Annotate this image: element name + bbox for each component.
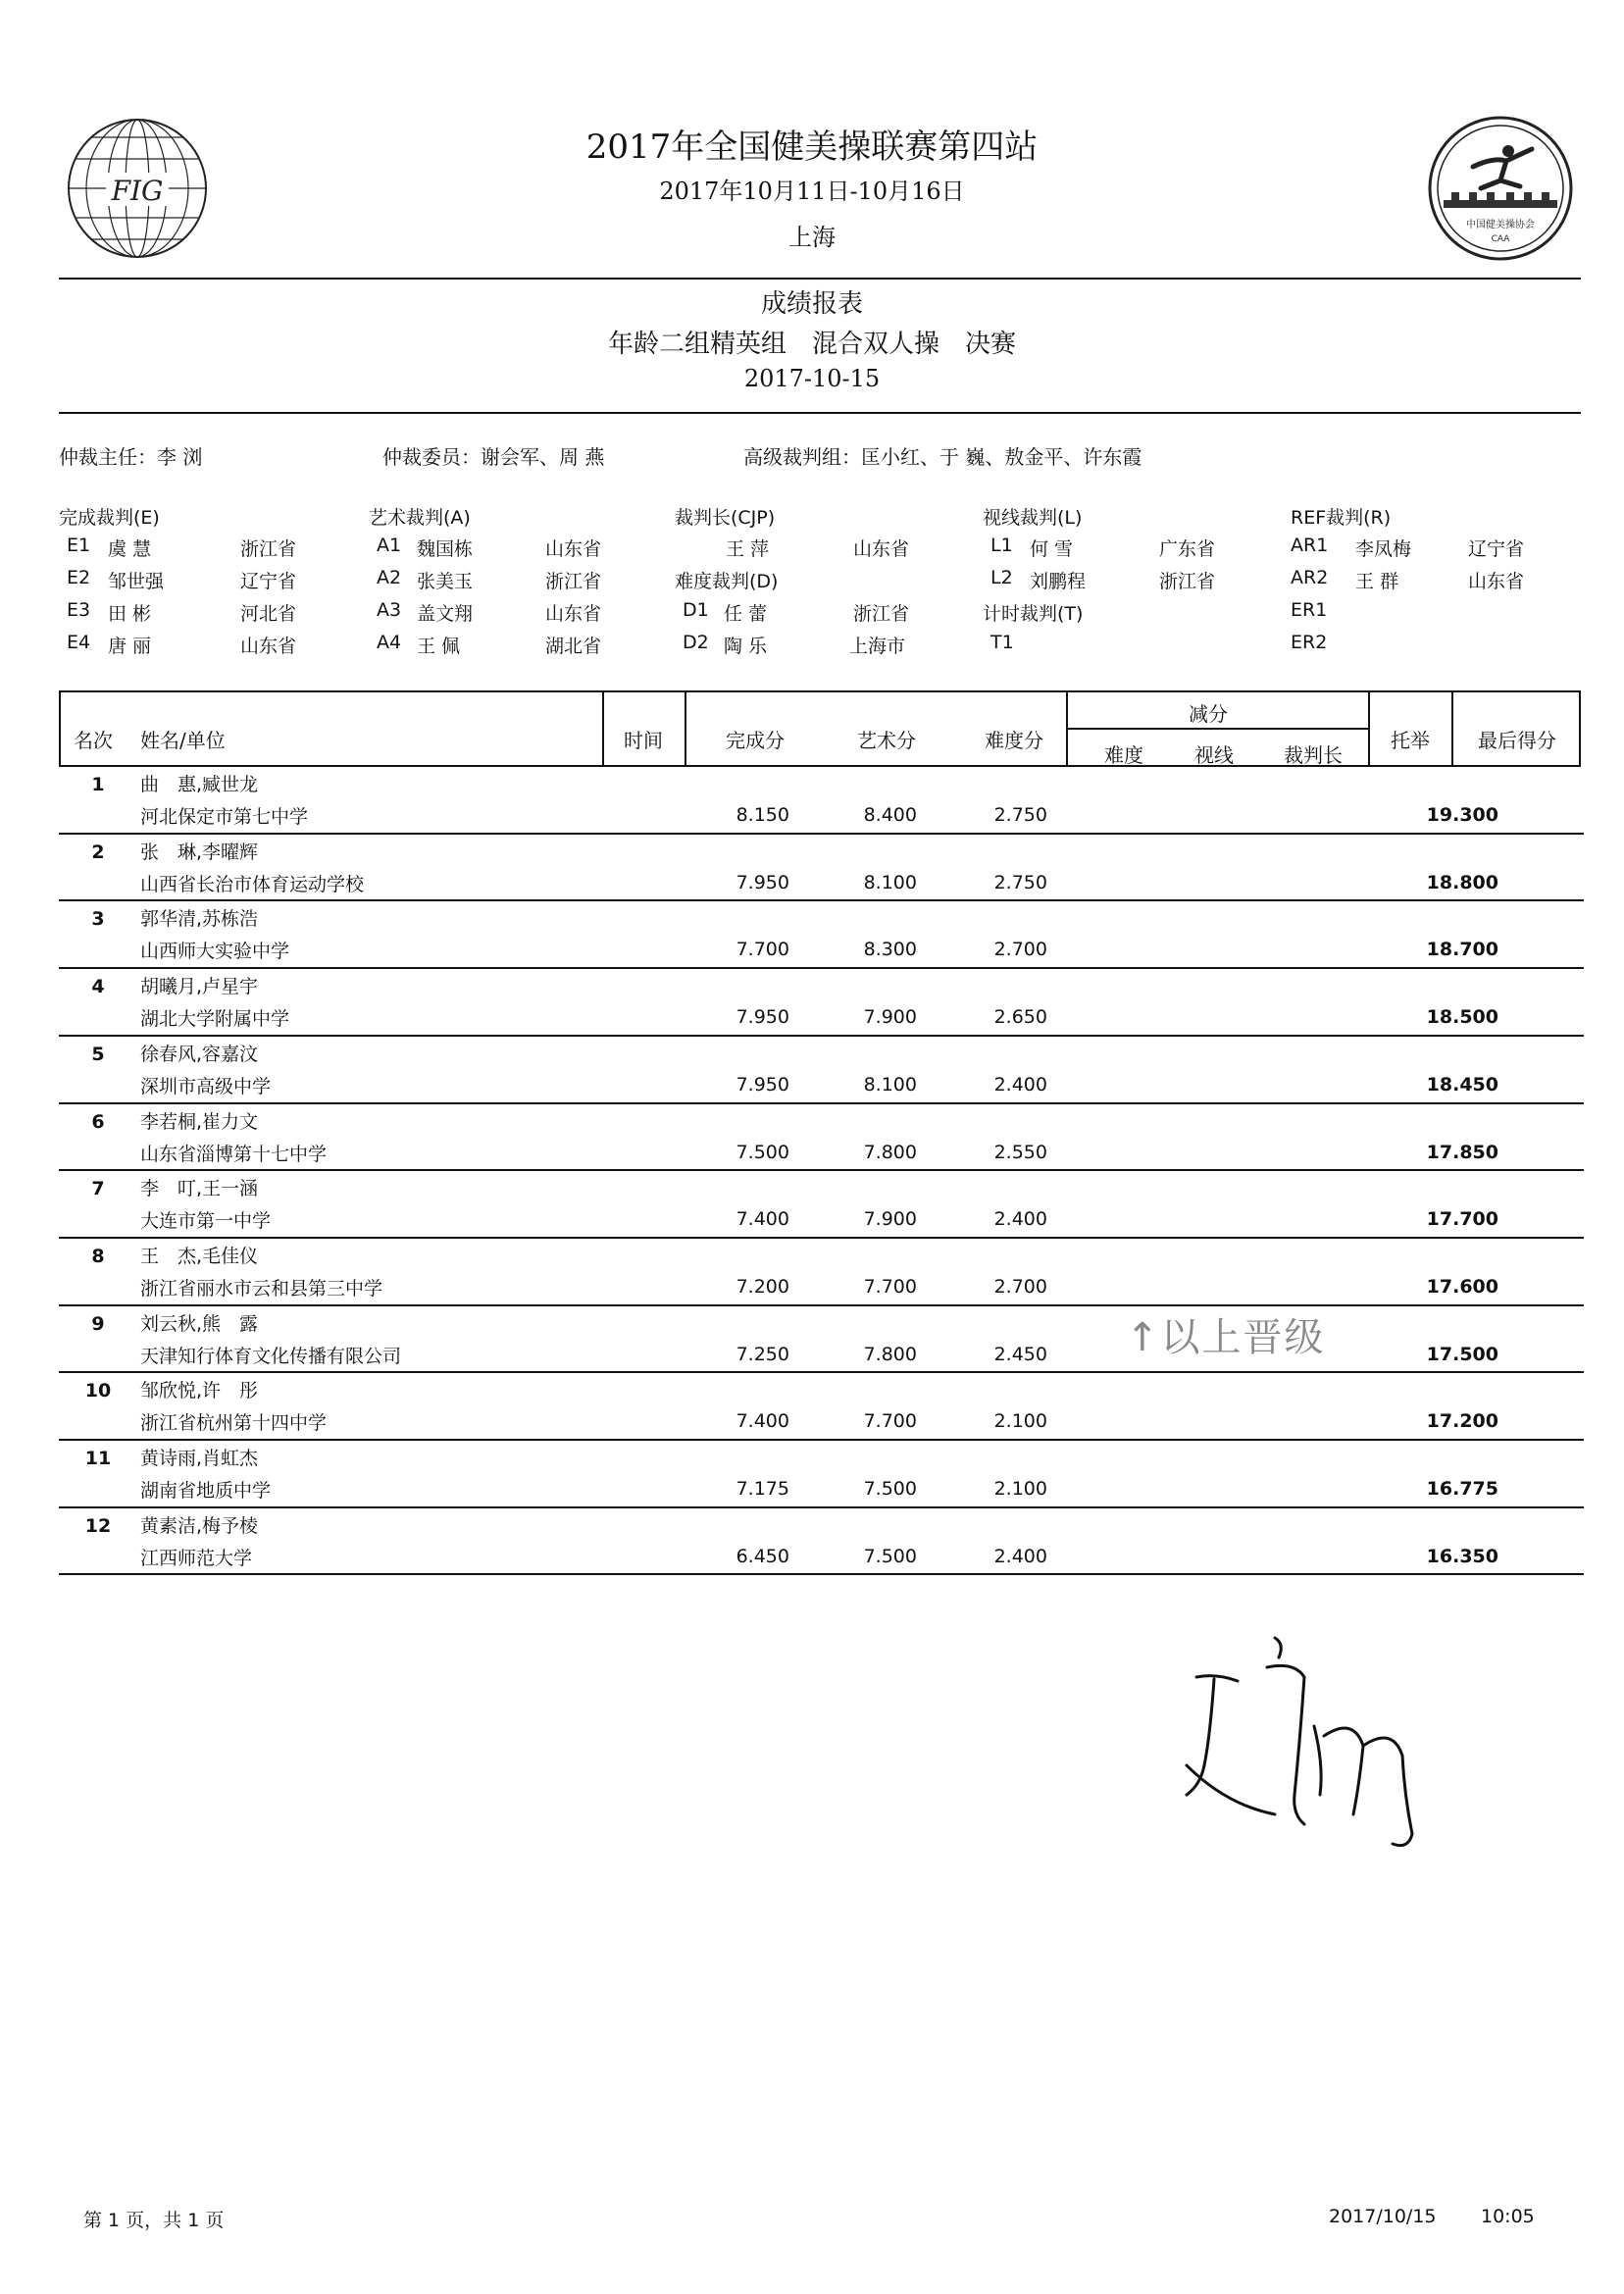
row-athletes: 胡曦月,卢星宇 bbox=[140, 976, 259, 998]
col-deduct-cjp: 裁判长 bbox=[1284, 743, 1343, 767]
judge-code: A3 bbox=[377, 599, 402, 621]
header-divider bbox=[59, 278, 1581, 280]
judge-name: 陶 乐 bbox=[724, 636, 768, 657]
row-diff-score: 2.650 bbox=[993, 1006, 1047, 1029]
row-divider bbox=[59, 1169, 1584, 1171]
event-dates: 2017年10月11日-10月16日 bbox=[659, 178, 965, 205]
row-diff-score: 2.550 bbox=[993, 1141, 1047, 1163]
row-athletes: 张 琳,李曜辉 bbox=[140, 841, 259, 863]
row-divider bbox=[59, 1035, 1584, 1037]
timing-heading: 计时裁判(T) bbox=[983, 603, 1084, 625]
row-final-score: 18.450 bbox=[1426, 1073, 1498, 1096]
row-final-score: 16.775 bbox=[1426, 1478, 1498, 1500]
row-unit: 山西省长治市体育运动学校 bbox=[140, 873, 365, 895]
col-deduct-diff: 难度 bbox=[1104, 743, 1143, 767]
row-diff-score: 2.700 bbox=[993, 1275, 1047, 1298]
row-athletes: 李若桐,崔力文 bbox=[140, 1110, 259, 1133]
row-athletes: 黄素洁,梅予棱 bbox=[140, 1514, 259, 1537]
judge-prov: 辽宁省 bbox=[240, 571, 297, 592]
report-subtitle: 年龄二组精英组 混合双人操 决赛 bbox=[607, 330, 1016, 359]
row-unit: 大连市第一中学 bbox=[140, 1210, 272, 1233]
event-city: 上海 bbox=[788, 224, 836, 251]
ref-heading: REF裁判(R) bbox=[1291, 507, 1392, 529]
senior-panel: 高级裁判组：匡小红、于 巍、敖金平、许东霞 bbox=[743, 445, 1142, 469]
col-lift: 托举 bbox=[1391, 729, 1430, 752]
row-art-score: 7.500 bbox=[863, 1478, 917, 1500]
line-heading: 视线裁判(L) bbox=[983, 507, 1083, 529]
judge-code: D2 bbox=[683, 632, 709, 653]
judge-code: ER1 bbox=[1291, 599, 1328, 621]
row-rank: 4 bbox=[91, 976, 105, 998]
judge-name: 王 群 bbox=[1355, 571, 1399, 592]
row-divider bbox=[59, 1506, 1584, 1508]
judge-name: 王 佩 bbox=[417, 636, 461, 657]
row-exec-score: 7.950 bbox=[736, 1073, 789, 1096]
row-rank: 12 bbox=[84, 1514, 112, 1537]
row-final-score: 17.600 bbox=[1426, 1275, 1498, 1298]
row-final-score: 17.200 bbox=[1426, 1410, 1498, 1433]
judge-prov: 山东省 bbox=[1468, 571, 1525, 592]
row-diff-score: 2.100 bbox=[993, 1410, 1047, 1433]
col-art: 艺术分 bbox=[857, 729, 916, 752]
execution-heading: 完成裁判(E) bbox=[59, 507, 160, 529]
row-rank: 5 bbox=[91, 1043, 105, 1065]
row-art-score: 8.100 bbox=[863, 871, 917, 893]
judge-name: 唐 丽 bbox=[108, 636, 152, 657]
row-exec-score: 7.950 bbox=[736, 871, 789, 893]
judge-code: ER2 bbox=[1291, 632, 1328, 653]
print-date: 2017/10/15 bbox=[1329, 2206, 1437, 2227]
judge-code: E3 bbox=[67, 599, 91, 621]
row-rank: 9 bbox=[91, 1312, 105, 1335]
row-unit: 深圳市高级中学 bbox=[140, 1075, 272, 1097]
row-final-score: 19.300 bbox=[1426, 804, 1498, 826]
row-unit: 湖北大学附属中学 bbox=[140, 1008, 290, 1031]
col-time: 时间 bbox=[624, 729, 663, 752]
row-exec-score: 7.250 bbox=[736, 1343, 789, 1365]
row-athletes: 郭华清,苏栋浩 bbox=[140, 908, 259, 931]
row-exec-score: 7.400 bbox=[736, 1410, 789, 1433]
judge-code: AR2 bbox=[1291, 567, 1329, 588]
row-unit: 山东省淄博第十七中学 bbox=[140, 1143, 328, 1165]
judge-prov: 浙江省 bbox=[240, 538, 297, 560]
col-diff: 难度分 bbox=[985, 729, 1043, 752]
cjp-prov: 山东省 bbox=[853, 538, 910, 560]
row-final-score: 18.500 bbox=[1426, 1006, 1498, 1029]
judge-code: E1 bbox=[67, 535, 91, 556]
row-diff-score: 2.450 bbox=[993, 1343, 1047, 1365]
judge-code: E4 bbox=[67, 632, 91, 653]
row-rank: 7 bbox=[91, 1178, 105, 1200]
row-art-score: 7.800 bbox=[863, 1141, 917, 1163]
judge-name: 邹世强 bbox=[108, 571, 165, 592]
judge-prov: 辽宁省 bbox=[1468, 538, 1525, 560]
row-divider bbox=[59, 899, 1584, 901]
row-exec-score: 6.450 bbox=[736, 1545, 789, 1567]
row-unit: 湖南省地质中学 bbox=[140, 1480, 272, 1502]
cjp-name: 王 萍 bbox=[726, 538, 770, 560]
judge-name: 魏国栋 bbox=[417, 538, 474, 560]
row-divider bbox=[59, 1573, 1584, 1575]
judge-prov: 浙江省 bbox=[1159, 571, 1216, 592]
row-final-score: 16.350 bbox=[1426, 1545, 1498, 1567]
event-title: 2017年全国健美操联赛第四站 bbox=[585, 127, 1039, 167]
row-athletes: 曲 惠,臧世龙 bbox=[140, 774, 259, 795]
row-exec-score: 7.950 bbox=[736, 1006, 789, 1029]
judge-code: A4 bbox=[377, 632, 402, 653]
col-final: 最后得分 bbox=[1478, 729, 1556, 752]
judge-name: 李凤梅 bbox=[1355, 538, 1412, 560]
row-unit: 山西师大实验中学 bbox=[140, 941, 290, 963]
row-diff-score: 2.400 bbox=[993, 1545, 1047, 1567]
col-exec: 完成分 bbox=[726, 729, 785, 752]
page-indicator: 第 1 页，共 1 页 bbox=[83, 2210, 225, 2231]
row-divider bbox=[59, 1102, 1584, 1104]
row-athletes: 徐春风,容嘉汶 bbox=[140, 1043, 259, 1065]
row-athletes: 刘云秋,熊 露 bbox=[140, 1312, 259, 1335]
row-divider bbox=[59, 833, 1584, 835]
row-diff-score: 2.750 bbox=[993, 804, 1047, 826]
promotion-note: ↑以上晋级 bbox=[1126, 1315, 1326, 1360]
row-rank: 11 bbox=[84, 1448, 112, 1469]
judge-name: 刘鹏程 bbox=[1030, 571, 1087, 592]
row-exec-score: 7.175 bbox=[736, 1478, 789, 1500]
row-exec-score: 7.400 bbox=[736, 1208, 789, 1231]
judge-prov: 山东省 bbox=[240, 636, 297, 657]
signature bbox=[1157, 1618, 1442, 1873]
row-art-score: 7.700 bbox=[863, 1275, 917, 1298]
judge-prov: 山东省 bbox=[545, 603, 602, 625]
row-diff-score: 2.100 bbox=[993, 1478, 1047, 1500]
row-exec-score: 7.200 bbox=[736, 1275, 789, 1298]
row-unit: 江西师范大学 bbox=[140, 1547, 253, 1569]
row-exec-score: 7.500 bbox=[736, 1141, 789, 1163]
row-exec-score: 7.700 bbox=[736, 939, 789, 961]
row-final-score: 18.800 bbox=[1426, 871, 1498, 893]
judge-prov: 浙江省 bbox=[545, 571, 602, 592]
cjp-heading: 裁判长(CJP) bbox=[675, 507, 776, 529]
judge-name: 任 蕾 bbox=[724, 603, 768, 625]
row-art-score: 8.300 bbox=[863, 939, 917, 961]
row-divider bbox=[59, 1304, 1584, 1306]
row-rank: 2 bbox=[91, 841, 105, 863]
row-athletes: 李 叮,王一涵 bbox=[140, 1178, 259, 1200]
judge-name: 盖文翔 bbox=[417, 603, 474, 625]
row-final-score: 17.500 bbox=[1426, 1343, 1498, 1365]
judge-name: 虞 慧 bbox=[108, 538, 152, 560]
row-rank: 6 bbox=[91, 1110, 105, 1133]
judge-code: T1 bbox=[990, 632, 1014, 653]
print-time: 10:05 bbox=[1481, 2206, 1535, 2227]
report-divider bbox=[59, 412, 1581, 414]
row-art-score: 8.400 bbox=[863, 804, 917, 826]
row-final-score: 17.700 bbox=[1426, 1208, 1498, 1231]
row-art-score: 8.100 bbox=[863, 1073, 917, 1096]
col-rank: 名次 bbox=[74, 729, 113, 752]
judge-code: A1 bbox=[377, 535, 402, 556]
judge-prov: 河北省 bbox=[240, 603, 297, 625]
row-rank: 1 bbox=[91, 774, 105, 795]
report-date: 2017-10-15 bbox=[743, 365, 881, 392]
row-unit: 浙江省杭州第十四中学 bbox=[140, 1412, 328, 1435]
row-unit: 浙江省丽水市云和县第三中学 bbox=[140, 1277, 383, 1300]
row-rank: 10 bbox=[84, 1380, 112, 1402]
arbiters: 仲裁委员：谢会军、周 燕 bbox=[382, 445, 605, 469]
row-athletes: 黄诗雨,肖虹杰 bbox=[140, 1448, 259, 1469]
judge-prov: 广东省 bbox=[1159, 538, 1216, 560]
row-divider bbox=[59, 1237, 1584, 1239]
row-unit: 天津知行体育文化传播有限公司 bbox=[140, 1345, 402, 1367]
row-divider bbox=[59, 967, 1584, 969]
judge-name: 田 彬 bbox=[108, 603, 152, 625]
row-art-score: 7.500 bbox=[863, 1545, 917, 1567]
judge-prov: 山东省 bbox=[545, 538, 602, 560]
row-exec-score: 8.150 bbox=[736, 804, 789, 826]
judge-code: E2 bbox=[67, 567, 91, 588]
row-diff-score: 2.400 bbox=[993, 1073, 1047, 1096]
row-diff-score: 2.750 bbox=[993, 871, 1047, 893]
row-divider bbox=[59, 1371, 1584, 1373]
row-final-score: 17.850 bbox=[1426, 1141, 1498, 1163]
row-art-score: 7.900 bbox=[863, 1006, 917, 1029]
chief-arbiter: 仲裁主任：李 浏 bbox=[59, 445, 203, 469]
report-title: 成绩报表 bbox=[760, 289, 863, 319]
judge-code: L1 bbox=[990, 535, 1013, 556]
row-athletes: 王 杰,毛佳仪 bbox=[140, 1245, 259, 1267]
col-name: 姓名/单位 bbox=[140, 729, 226, 752]
row-diff-score: 2.400 bbox=[993, 1208, 1047, 1231]
row-art-score: 7.800 bbox=[863, 1343, 917, 1365]
row-athletes: 邹欣悦,许 彤 bbox=[140, 1380, 259, 1402]
artistic-heading: 艺术裁判(A) bbox=[369, 507, 471, 529]
col-deduct: 减分 bbox=[1189, 702, 1228, 726]
caa-logo-abbr: CAA bbox=[1491, 234, 1510, 244]
fig-logo-text: FIG bbox=[111, 175, 164, 207]
row-diff-score: 2.700 bbox=[993, 939, 1047, 961]
row-divider bbox=[59, 1439, 1584, 1441]
judge-name: 张美玉 bbox=[417, 571, 474, 592]
row-art-score: 7.700 bbox=[863, 1410, 917, 1433]
row-art-score: 7.900 bbox=[863, 1208, 917, 1231]
judge-code: L2 bbox=[990, 567, 1013, 588]
judge-prov: 浙江省 bbox=[853, 603, 910, 625]
difficulty-heading: 难度裁判(D) bbox=[675, 571, 779, 592]
judge-prov: 湖北省 bbox=[545, 636, 602, 657]
row-final-score: 18.700 bbox=[1426, 939, 1498, 961]
row-rank: 8 bbox=[91, 1245, 105, 1267]
row-rank: 3 bbox=[91, 908, 105, 931]
judge-code: D1 bbox=[683, 599, 709, 621]
judge-code: A2 bbox=[377, 567, 402, 588]
judge-code: AR1 bbox=[1291, 535, 1329, 556]
judge-prov: 上海市 bbox=[849, 636, 906, 657]
judge-name: 何 雪 bbox=[1030, 538, 1074, 560]
row-unit: 河北保定市第七中学 bbox=[140, 806, 309, 828]
caa-logo-text: 中国健美操协会 bbox=[1466, 220, 1535, 230]
col-deduct-line: 视线 bbox=[1194, 743, 1234, 767]
